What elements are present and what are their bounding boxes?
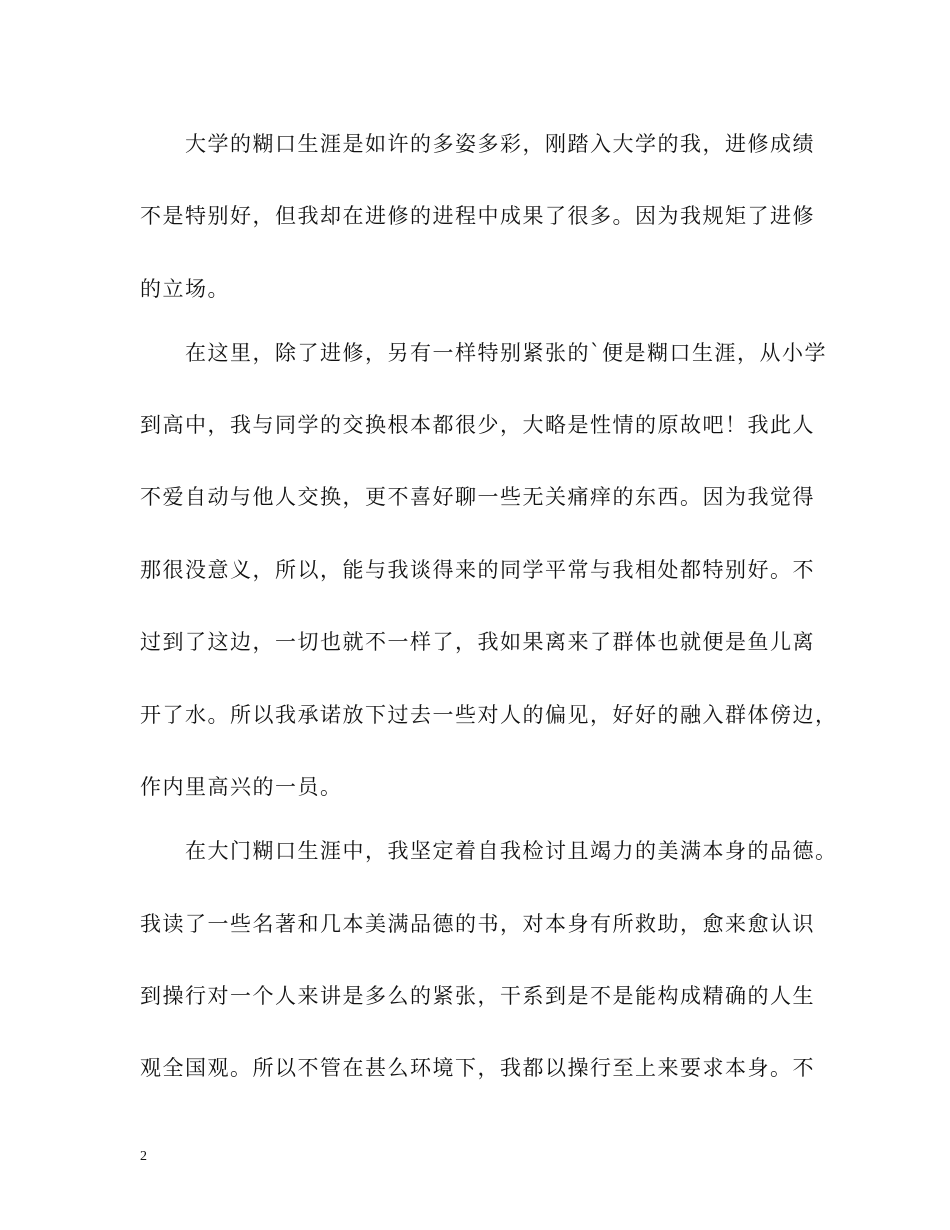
text-line: 那很没意义，所以，能与我谈得来的同学平常与我相处都特别好。不	[140, 558, 815, 582]
text-line: 在大门糊口生涯中，我坚定着自我检讨且竭力的美满本身的品德。	[140, 839, 838, 863]
text-line: 过到了这边，一切也就不一样了，我如果离来了群体也就便是鱼儿离	[140, 630, 815, 654]
page-number: 2	[140, 1149, 147, 1164]
text-line: 我读了一些名著和几本美满品德的书，对本身有所救助，愈来愈认识	[140, 912, 815, 936]
text-line: 不爱自动与他人交换，更不喜好聊一些无关痛痒的东西。因为我觉得	[140, 485, 815, 509]
text-line: 在这里，除了进修，另有一样特别紧张的`便是糊口生涯，从小学	[140, 341, 827, 365]
text-line: 到操行对一个人来讲是多么的紧张，干系到是不是能构成精确的人生	[140, 984, 815, 1008]
text-line: 观全国观。所以不管在甚么环境下，我都以操行至上来要求本身。不	[140, 1056, 815, 1080]
text-line: 不是特别好，但我却在进修的进程中成果了很多。因为我规矩了进修	[140, 204, 815, 228]
text-line: 大学的糊口生涯是如许的多姿多彩，刚踏入大学的我，进修成绩	[140, 132, 815, 156]
text-line: 到高中，我与同学的交换根本都很少，大略是性情的原故吧！我此人	[140, 413, 815, 437]
text-line: 开了水。所以我承诺放下过去一些对人的偏见，好好的融入群体傍边，	[140, 703, 838, 727]
text-line: 作内里高兴的一员。	[140, 775, 343, 799]
text-line: 的立场。	[140, 277, 230, 301]
